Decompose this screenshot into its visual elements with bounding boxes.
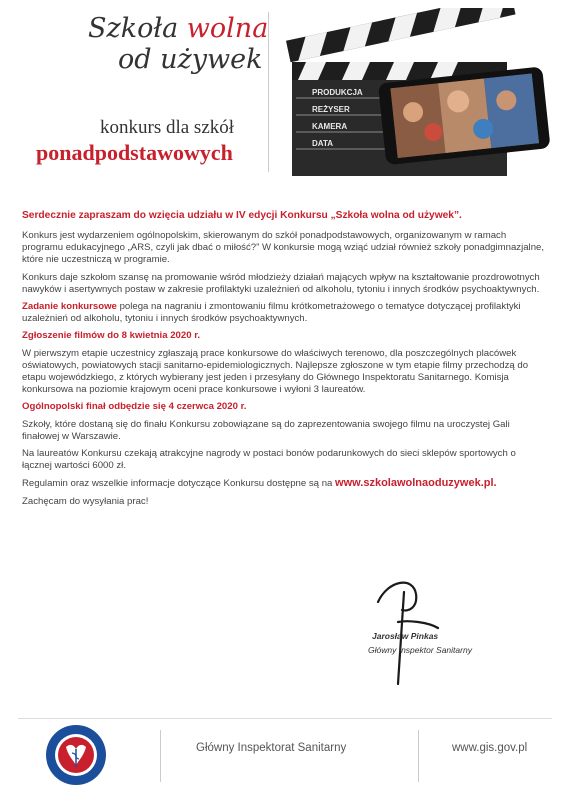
paragraph-regulamin — [22, 477, 546, 490]
paragraph-zadanie — [22, 301, 546, 325]
regulamin-text: Regulamin oraz wszelkie informacje dotyczące Konkursu dostępne są na — [22, 478, 333, 490]
clapper-label-kamera: KAMERA — [312, 122, 348, 131]
zadanie-highlight: Zadanie konkursowe — [22, 301, 117, 313]
footer-org-name: Główny Inspektorat Sanitarny — [196, 742, 347, 754]
footer-rule-2 — [418, 730, 419, 782]
signatory-name: Jarosław Pinkas — [372, 631, 439, 641]
final-heading: Ogólnopolski finał odbędzie się 4 czerwca 2020 r. — [22, 401, 247, 413]
paragraph-szansa: Konkurs daje szkołom szansę na promowanie wśród młodzieży działań mających wpływ na kształtowanie prozdrowotnych nawyków i asertywnych postaw w zakresie profilaktyki uzależnień od alkoholu, tytoniu i innych środków psychoaktywnych. — [22, 271, 540, 295]
footer-rule-1 — [160, 730, 161, 782]
title-line-1 — [88, 14, 268, 44]
footer-website-link[interactable]: www.gis.gov.pl — [452, 742, 528, 754]
subtitle-line-2: ponadpodstawowych — [36, 140, 233, 165]
title-word-wolna: wolna — [186, 13, 269, 44]
intro-heading: Serdecznie zapraszam do wzięcia udziału w IV edycji Konkursu „Szkoła wolna od używek”. — [22, 210, 462, 221]
contest-website-link[interactable]: www.szkolawolnaoduzywek.pl. — [335, 477, 497, 490]
paragraph-etapy: W pierwszym etapie uczestnicy zgłaszają prace konkursowe do właściwych terenowo, dla poszczególnych placówek oświatowych, powiatowych stacji sanitarno-epidemiologicznych. Najlepsze zgłoszone w tym etapie filmy przechodzą do etapu wojewódzkiego, z których wybierany jest jeden i przesyłany do Głównego Inspektoratu Sanitarnego. Komisja konkursowa na poziomie krajowym oceni prace konkursowe i wyłoni 3 laureatów. — [22, 347, 529, 396]
clapperboard-illustration — [282, 8, 554, 178]
subtitle-line-1: konkurs dla szkół — [100, 117, 235, 138]
paragraph-konkurs: Konkurs jest wydarzeniem ogólnopolskim, skierowanym do szkół ponadpodstawowych, organizowanym w ramach programu edukacyjnego „ARS, czyli jak dbać o miłość?” W konkursie mogą wziąć udział również szkoły ponadgimnazjalne, które nie uczestniczą w programie. — [22, 230, 545, 266]
signatory-role: Główny Inspektor Sanitarny — [368, 645, 472, 655]
gis-seal-logo — [44, 723, 108, 787]
closing-line: Zachęcam do wysyłania prac! — [22, 495, 149, 507]
smartphone-illustration — [378, 66, 551, 165]
title-word-szkola: Szkoła — [88, 13, 179, 44]
paragraph-gala: Szkoły, które dostaną się do finału Konkursu zobowiązane są do zaprezentowania swojego filmu na uroczystej Gali finałowej w Warszawie. — [22, 418, 510, 442]
clapper-label-produkcja: PRODUKCJA — [312, 88, 363, 97]
title-line-2: od używek — [118, 44, 263, 75]
clapper-label-data: DATA — [312, 139, 334, 148]
clapper-stick — [286, 8, 516, 62]
deadline-heading: Zgłoszenie filmów do 8 kwietnia 2020 r. — [22, 330, 201, 342]
clapper-label-rezyser: REŻYSER — [312, 105, 350, 114]
letter-body — [22, 230, 546, 508]
zadanie-text: polega na nagraniu i zmontowaniu filmu krótkometrażowego o tematyce dotyczącej profilaktyki uzależnień od alkoholu, tytoniu i innych środków psychoaktywnych. — [22, 301, 521, 325]
footer-divider — [18, 718, 552, 719]
paragraph-nagrody: Na laureatów Konkursu czekają atrakcyjne nagrody w postaci bonów podarunkowych do sieci sklepów sportowych o łącznej wartości 6000 zł. — [22, 448, 516, 472]
header-vertical-rule — [268, 12, 269, 172]
